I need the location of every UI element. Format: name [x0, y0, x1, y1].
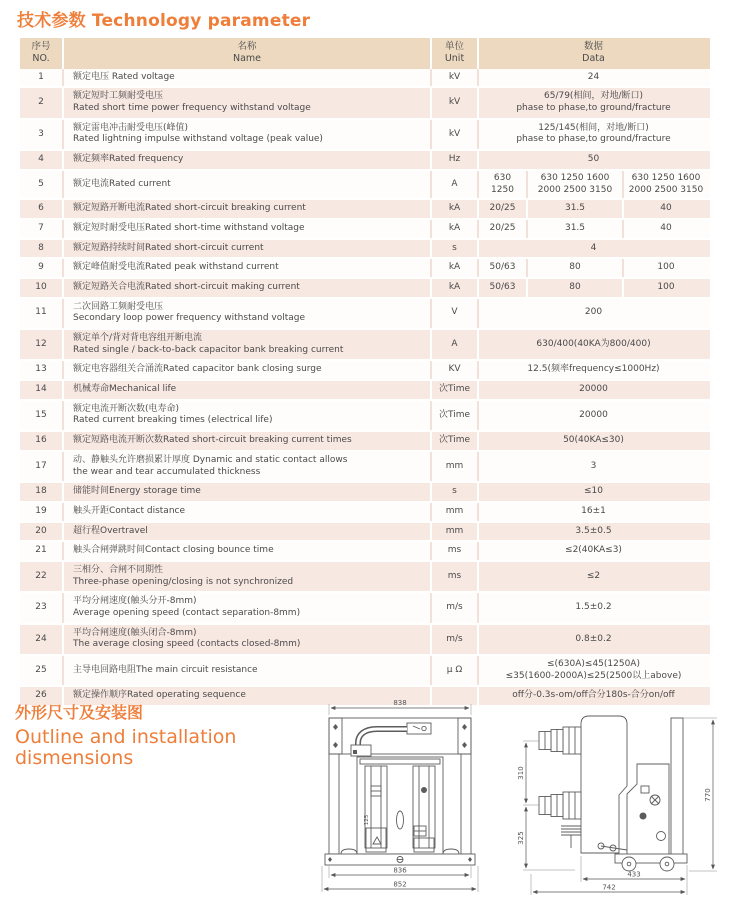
table-row [20, 151, 710, 171]
dim-325-label: 325 [517, 831, 525, 845]
data-subcell: 31.5 [526, 220, 622, 238]
row-name-cell: 额定雷电冲击耐受电压(峰值) Rated lightning impulse withstand voltage (peak value) [62, 120, 430, 149]
row-data-cell: 3 [477, 452, 708, 481]
table-row [20, 432, 710, 452]
row-data-cell: 16±1 [477, 503, 708, 521]
side-view-drawing [515, 698, 730, 898]
data-subcell: 40 [622, 200, 708, 218]
row-data-cell: 24 [477, 69, 708, 87]
row-data-cell: 4 [477, 240, 708, 258]
table-row [20, 120, 710, 151]
row-data-cell: 50(40KA≤30) [477, 432, 708, 450]
row-number-cell: 5 [38, 178, 44, 189]
parameter-table-body [20, 69, 710, 707]
row-unit-cell: kV [430, 120, 477, 149]
row-data-cell [477, 200, 708, 218]
row-name-cell: 额定短路开断电流Rated short-circuit breaking current [62, 200, 430, 218]
row-data-cell [477, 171, 708, 198]
row-name-cell: 额定峰值耐受电流Rated peak withstand current [62, 259, 430, 277]
data-subcell: 630 1250 1600 2000 2500 3150 [526, 171, 622, 198]
table-row [20, 240, 710, 260]
row-number-cell: 17 [35, 460, 47, 471]
table-row [20, 401, 710, 432]
row-unit-cell: kV [430, 88, 477, 117]
row-data-cell: 1.5±0.2 [477, 593, 708, 622]
row-data-cell [477, 220, 708, 238]
table-row [20, 593, 710, 624]
header-no-cn: 序号 [31, 41, 51, 52]
row-unit-cell: 次Time [430, 381, 477, 399]
dim-433-label: 433 [627, 870, 641, 879]
row-name-cell: 触头合闸弹跳时间Contact closing bounce time [62, 542, 430, 560]
table-row [20, 279, 710, 299]
data-subcell: 100 [622, 259, 708, 277]
data-subcell: 20/25 [489, 203, 516, 214]
row-name-cell: 额定电流Rated current [62, 171, 430, 198]
row-number-cell: 22 [35, 570, 47, 581]
row-number-cell: 11 [35, 307, 47, 318]
row-name-cell: 三相分、合闸不同期性 Three-phase opening/closing is not synchronized [62, 562, 430, 591]
row-number-cell: 15 [35, 409, 47, 420]
row-unit-cell: KV [430, 361, 477, 379]
table-row [20, 542, 710, 562]
dim-836-label: 836 [393, 866, 407, 875]
side-view-svg [515, 698, 730, 898]
row-name-cell: 额定电压 Rated voltage [62, 69, 430, 87]
row-unit-cell: kA [430, 259, 477, 277]
row-number-cell: 25 [35, 664, 47, 675]
row-data-cell: 12.5(频率frequency≤1000Hz) [477, 361, 708, 379]
table-row [20, 259, 710, 279]
table-row [20, 483, 710, 503]
row-data-cell: 200 [477, 299, 708, 328]
row-number-cell: 7 [38, 222, 44, 233]
table-row [20, 330, 710, 361]
row-name-cell: 动、静触头允许磨损累计厚度 Dynamic and static contact allows the wear and tear accumulated thickness [62, 452, 430, 481]
row-data-cell: off分-0.3s-om/off合分180s-合分on/off [477, 687, 708, 705]
row-name-cell: 平均合闸速度(触头闭合-8mm) The average closing speed (contacts closed-8mm) [62, 625, 430, 654]
row-data-cell: ≤10 [477, 483, 708, 501]
header-no-en: NO. [32, 53, 50, 65]
row-number-cell: 12 [35, 338, 47, 349]
table-row [20, 88, 710, 119]
outline-title-cn: 外形尺寸及安装图 [15, 703, 144, 722]
row-unit-cell: 次Time [430, 401, 477, 430]
row-data-cell: 50 [477, 151, 708, 169]
data-subcell: 80 [526, 259, 622, 277]
row-name-cell: 触头开距Contact distance [62, 503, 430, 521]
row-name-cell: 额定短路电流开断次数Rated short-circuit breaking current times [62, 432, 430, 450]
data-subcell: 20/25 [489, 222, 516, 233]
header-unit-cn: 单位 [444, 41, 464, 52]
data-subcell: 100 [622, 279, 708, 297]
header-name-cn: 名称 [237, 41, 257, 52]
row-data-cell: ≤2 [477, 562, 708, 591]
row-unit-cell: kA [430, 279, 477, 297]
row-data-cell: 0.8±0.2 [477, 625, 708, 654]
row-data-cell: 3.5±0.5 [477, 523, 708, 541]
header-data-en: Data [582, 53, 605, 65]
table-row [20, 452, 710, 483]
row-number-cell: 26 [35, 690, 47, 701]
table-row [20, 625, 710, 656]
row-number-cell: 2 [38, 97, 44, 108]
row-number-cell: 24 [35, 633, 47, 644]
row-number-cell: 3 [38, 128, 44, 139]
table-row [20, 69, 710, 89]
row-name-cell: 额定电流开断次数(电寿命) Rated current breaking times (electrical life) [62, 401, 430, 430]
row-name-cell: 储能时间Energy storage time [62, 483, 430, 501]
data-subcell: 630 1250 1600 2000 2500 3150 [622, 171, 708, 198]
row-name-cell: 额定短时耐受电压Rated short-time withstand voltage [62, 220, 430, 238]
dim-852-label: 852 [393, 880, 407, 889]
table-row [20, 562, 710, 593]
row-unit-cell: ms [430, 542, 477, 560]
header-unit-en: Unit [444, 53, 465, 65]
row-unit-cell: A [430, 330, 477, 359]
row-name-cell: 额定短路关合电流Rated short-circuit making current [62, 279, 430, 297]
data-subcell: 630 1250 [491, 172, 514, 195]
outline-title-en: Outline and installation dismensions [15, 726, 237, 769]
row-name-cell: 二次回路工频耐受电压 Secondary loop power frequency withstand voltage [62, 299, 430, 328]
row-unit-cell: m/s [430, 593, 477, 622]
table-row [20, 299, 710, 330]
table-row [20, 656, 710, 687]
row-number-cell: 19 [35, 505, 47, 516]
row-unit-cell: ms [430, 562, 477, 591]
row-unit-cell: kV [430, 69, 477, 87]
row-data-cell: 630/400(40KA为800/400) [477, 330, 708, 359]
row-unit-cell: s [430, 483, 477, 501]
row-data-cell [477, 279, 708, 297]
table-row [20, 381, 710, 401]
row-number-cell: 16 [35, 435, 47, 446]
header-data [477, 38, 708, 69]
parameter-table [20, 38, 710, 707]
row-unit-cell: μ Ω [430, 656, 477, 685]
row-number-cell: 20 [35, 525, 47, 536]
row-unit-cell: A [430, 171, 477, 198]
outline-section-title [15, 700, 315, 769]
dim-838-label: 838 [393, 699, 407, 707]
header-no [20, 38, 62, 69]
table-row [20, 523, 710, 543]
row-number-cell: 21 [35, 545, 47, 556]
row-name-cell: 额定短路持续时间Rated short-circuit current [62, 240, 430, 258]
row-number-cell: 18 [35, 486, 47, 497]
row-unit-cell: m/s [430, 625, 477, 654]
front-view-drawing [305, 698, 500, 898]
row-unit-cell: kA [430, 200, 477, 218]
data-subcell: 31.5 [526, 200, 622, 218]
dim-742-label: 742 [602, 883, 616, 892]
row-name-cell: 超行程Overtravel [62, 523, 430, 541]
row-unit-cell: V [430, 299, 477, 328]
row-data-cell: 20000 [477, 401, 708, 430]
row-number-cell: 9 [38, 262, 44, 273]
row-number-cell: 1 [38, 71, 44, 82]
row-name-cell: 额定电容器组关合涌流Rated capacitor bank closing surge [62, 361, 430, 379]
row-number-cell: 4 [38, 154, 44, 165]
row-unit-cell: mm [430, 503, 477, 521]
row-number-cell: 8 [38, 242, 44, 253]
table-header-row [20, 38, 710, 69]
row-name-cell: 主导电回路电阻The main circuit resistance [62, 656, 430, 685]
header-data-cn: 数据 [583, 41, 603, 52]
row-unit-cell: kA [430, 220, 477, 238]
table-row [20, 220, 710, 240]
row-data-cell: 65/79(相间，对地/断口) phase to phase,to ground/fracture [477, 88, 708, 117]
dim-770-label: 770 [704, 788, 712, 802]
row-number-cell: 23 [35, 602, 47, 613]
row-number-cell: 13 [35, 364, 47, 375]
row-unit-cell: Hz [430, 151, 477, 169]
dim-125-label: 125 [364, 814, 370, 826]
data-subcell: 80 [526, 279, 622, 297]
row-unit-cell: 次Time [430, 432, 477, 450]
row-data-cell: ≤2(40KA≤3) [477, 542, 708, 560]
row-unit-cell: mm [430, 523, 477, 541]
table-row [20, 200, 710, 220]
row-name-cell: 机械寿命Mechanical life [62, 381, 430, 399]
row-name-cell: 额定短时工频耐受电压 Rated short time power frequency withstand voltage [62, 88, 430, 117]
front-view-svg [305, 698, 500, 898]
table-row [20, 361, 710, 381]
header-unit [430, 38, 477, 69]
row-unit-cell: mm [430, 452, 477, 481]
table-row [20, 503, 710, 523]
row-name-cell: 额定单个/背对背电容组开断电流 Rated single / back-to-back capacitor bank breaking current [62, 330, 430, 359]
data-subcell: 40 [622, 220, 708, 238]
row-data-cell: 20000 [477, 381, 708, 399]
dim-310-label: 310 [517, 766, 525, 780]
table-row [20, 171, 710, 200]
row-name-cell: 额定操作顺序Rated operating sequence [62, 687, 430, 705]
row-name-cell: 额定频率Rated frequency [62, 151, 430, 169]
header-name-en: Name [232, 53, 262, 65]
row-unit-cell: s [430, 240, 477, 258]
row-number-cell: 14 [35, 384, 47, 395]
row-data-cell: 125/145(相间，对地/断口) phase to phase,to ground/fracture [477, 120, 708, 149]
row-data-cell [477, 259, 708, 277]
row-number-cell: 6 [38, 203, 44, 214]
page-title: 技术参数 Technology parameter [17, 11, 311, 31]
header-name [62, 38, 430, 69]
row-name-cell: 平均分闸速度(触头分开-8mm) Average opening speed (contact separation-8mm) [62, 593, 430, 622]
data-subcell: 50/63 [489, 262, 516, 273]
data-subcell: 50/63 [489, 281, 516, 292]
row-number-cell: 10 [35, 281, 47, 292]
row-data-cell: ≤(630A)≤45(1250A) ≤35(1600-2000A)≤25(2500以上above) [477, 656, 708, 685]
